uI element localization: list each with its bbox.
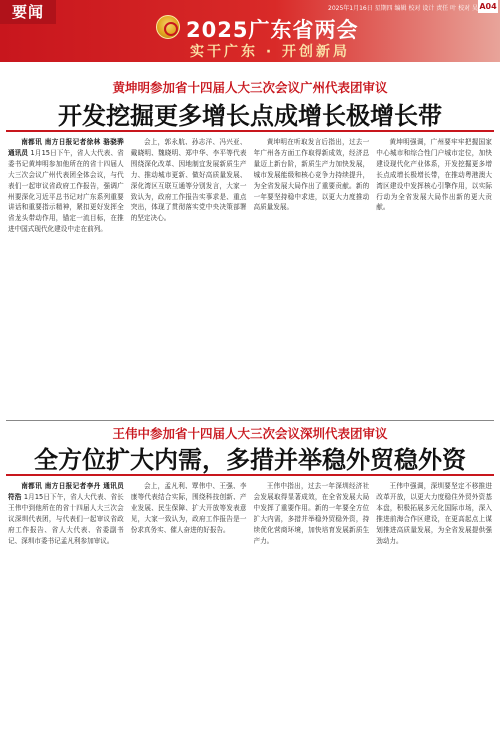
article1-column [254,137,370,290]
article1-column [8,137,124,290]
article2-paragraph: 会上，孟凡利、覃伟中、王强、李康等代表结合实际，围绕科技创新、产业发展、民生保障、扩大开放等发表意见，大家一致认为，政府工作报告是一份求真务实、催人奋进的好报告。 [130,482,247,534]
masthead-slogan: 实干广东 · 开创新局 [189,44,351,60]
article1-paragraph: 1月15日下午，省人大代表、省委书记黄坤明参加他所在的省十四届人大三次会议广州代表团全体会议，与代表们一起审议省政府工作报告，强调广州要深化习近平总书记对广东系列重要讲话和重要指示精神，紧扣更好发挥全省龙头带动作用，锚定一流目标，在推进中国式现代化建设中走在前列。 [8,148,124,234]
article2-column [376,481,492,743]
masthead [0,0,500,62]
article1-headline: 开发挖掘更多增长点成增长极增长带 [58,102,442,130]
page-number: A04 [479,2,497,11]
article2-byline: 南都讯 南方日报记者李丹 通讯员 符浩 [8,482,124,501]
article1-rule [6,130,494,132]
article2-headline: 全方位扩大内需，多措并举稳外贸稳外资 [34,446,466,474]
article2-paragraph: 1月15日下午，省人大代表、省长王伟中到他所在的省十四届人大三次会议深圳代表团，与代表们一起审议省政府工作报告、省人大代表、省委副书记、深圳市委书记孟凡利参加审议。 [8,492,124,545]
article2-column [8,481,124,743]
article2-kicker: 王伟中参加省十四届人大三次会议深圳代表团审议 [112,426,388,441]
article1-byline: 南都讯 南方日报记者徐林 骆骁骅 通讯员 [8,138,124,157]
article1-paragraph: 黄坤明强调，广州要牢牢把握国家中心城市和综合性门户城市定位，加快建设现代化产业体系，开发挖掘更多增长点成增长极增长带，在推动粤港澳大湾区建设中发挥核心引擎作用，以实际行动为全省发展大局作出新的更大贡献。 [376,138,492,212]
article1-column [376,137,492,290]
article1-kicker: 黄坤明参加省十四届人大三次会议广州代表团审议 [112,80,388,95]
article1-paragraph: 黄坤明在听取发言后指出，过去一年广州各方面工作取得新成效，经济总量迈上新台阶，新质生产力加快发展，城市发展能级和核心竞争力持续提升，为全省发展大局作出了重要贡献。新的一年要坚持稳中求进，以更大力度推动高质量发展。 [253,138,370,212]
article1-body [8,137,492,290]
masthead-title: 2025广东省两会 [186,18,359,42]
article1-column [131,137,247,290]
article2-rule [6,474,494,476]
dateline: 2025年1月16日 星期四 编辑 校对 设计 责任 叶 校对 吴 [328,5,478,12]
section-tag: 要闻 [0,0,56,24]
section-divider [6,420,494,421]
npc-emblem-icon [156,15,180,39]
article1-paragraph: 会上，郭永航、孙志洋、冯兴亚、戴晓明、魏晓明、郑中华、李平等代表围绕深化改革、因地制宜发展新质生产力、推动城市更新、做好高质量发展、深化湾区互联互通等分别发言，大家一致认为，政府工作报告实事求是、重点突出，体现了贯彻落实党中央决策部署的坚定决心。 [130,138,247,223]
article2-column [254,481,370,743]
article2-paragraph: 王伟中指出，过去一年深圳经济社会发展取得显著成效，在全省发展大局中发挥了重要作用。新的一年要全方位扩大内需，多措并举稳外贸稳外资，持续优化营商环境，加快培育发展新质生产力。 [253,482,370,545]
article2-body [8,481,492,743]
article2-column [131,481,247,743]
article2-paragraph: 王伟中强调，深圳要坚定不移推进改革开放，以更大力度稳住外贸外资基本盘，积极拓展多元化国际市场，深入推进前海合作区建设，在更高起点上谋划推进高质量发展，为全省发展提供强劲动力。 [376,482,492,545]
